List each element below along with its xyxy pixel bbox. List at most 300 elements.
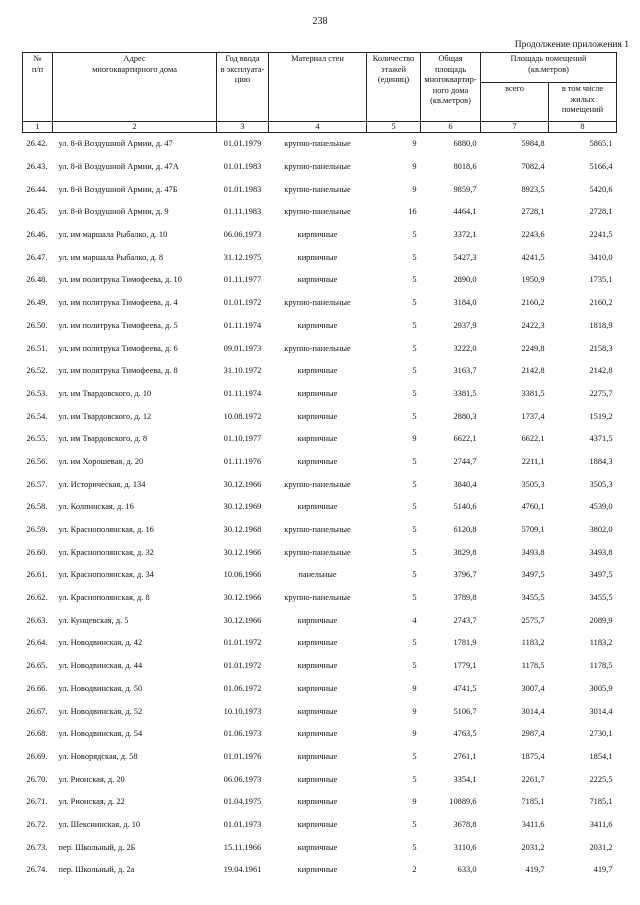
row-number: 26.47. [26,252,48,262]
floors-cell: 5 [412,252,417,262]
total-area-cell: 1779,1 [453,661,477,671]
year-cell: 30.12.1966 [223,547,262,557]
premises-total-cell: 2211,1 [521,456,545,466]
premises-total-cell: 2422,3 [521,320,545,330]
year-cell: 06.06.1973 [223,230,262,240]
total-area-cell: 4741,5 [453,683,477,693]
living-area-cell: 2142,8 [589,366,613,376]
material-cell: крупно-панельные [284,298,351,308]
year-cell: 01.11.1976 [223,456,262,466]
premises-total-cell: 8923,5 [521,184,545,194]
address-cell: ул. им политрука Тимофеева, д. 5 [58,320,178,330]
material-cell: панельные [298,570,337,580]
total-area-cell: 3184,0 [453,298,477,308]
table-row [23,814,617,837]
column-number: 5 [367,122,421,133]
year-cell: 30.12.1966 [223,479,262,489]
material-cell: кирпичные [297,502,338,512]
premises-total-cell: 2142,8 [521,366,545,376]
header-num: № п/п [23,53,53,122]
row-number: 26.61. [26,570,48,580]
year-cell: 10.08.1972 [223,411,262,421]
premises-total-cell: 4241,5 [521,252,545,262]
table-row [23,451,617,474]
table-row [23,360,617,383]
material-cell: кирпичные [297,751,338,761]
column-number: 3 [217,122,269,133]
row-number: 26.44. [26,184,48,194]
living-area-cell: 1519,2 [589,411,613,421]
table-row [23,587,617,610]
address-cell: ул. Новорядская, д. 58 [58,751,138,761]
living-area-cell: 1735,1 [589,275,613,285]
year-cell: 01.06.1972 [223,683,262,693]
year-cell: 09.01.1973 [223,343,262,353]
row-number: 26.45. [26,207,48,217]
row-number: 26.49. [26,298,48,308]
floors-cell: 2 [412,865,417,875]
total-area-cell: 5106,7 [453,706,477,716]
row-number: 26.42. [26,139,48,149]
header-year: Год ввода в эксплуата- цию [217,53,269,122]
table-body [23,133,617,882]
address-cell: ул. Новодвинская, д. 54 [58,729,143,739]
table-row [23,496,617,519]
address-cell: ул. Рионская, д. 20 [58,774,125,784]
row-number: 26.56. [26,456,48,466]
material-cell: кирпичные [297,706,338,716]
table-row [23,428,617,451]
premises-total-cell: 1178,5 [521,661,545,671]
floors-cell: 5 [412,570,417,580]
address-cell: ул. Краснополянская, д. 8 [58,593,150,603]
living-area-cell: 2241,5 [589,230,613,240]
table-row [23,859,617,882]
row-number: 26.55. [26,434,48,444]
total-area-cell: 10889,6 [449,797,477,807]
table-row [23,156,617,179]
address-cell: ул. им Твардовского, д. 10 [58,388,152,398]
total-area-cell: 2761,1 [453,751,477,761]
address-cell: ул. Шекснинская, д. 10 [58,819,141,829]
living-area-cell: 2089,9 [589,615,613,625]
year-cell: 01.01.1972 [223,638,262,648]
floors-cell: 5 [412,388,417,398]
table-row [23,337,617,360]
material-cell: крупно-панельные [284,162,351,172]
year-cell: 01.11.1974 [223,320,262,330]
material-cell: кирпичные [297,275,338,285]
living-area-cell: 3411,6 [589,819,613,829]
premises-total-cell: 1183,2 [521,638,545,648]
address-cell: ул. Рионская, д. 22 [58,797,125,807]
total-area-cell: 3796,7 [453,570,477,580]
table-row [23,292,617,315]
page-number: 238 [312,16,328,27]
material-cell: крупно-панельные [284,343,351,353]
floors-cell: 5 [412,298,417,308]
table-row [23,632,617,655]
living-area-cell: 3505,3 [589,479,613,489]
column-number: 4 [269,122,367,133]
address-cell: ул. Кунцевская, д. 5 [58,615,129,625]
material-cell: кирпичные [297,411,338,421]
header-material: Материал стен [269,53,367,122]
year-cell: 01.11.1983 [223,207,262,217]
year-cell: 01.01.1972 [223,298,262,308]
floors-cell: 9 [412,683,417,693]
row-number: 26.62. [26,593,48,603]
floors-cell: 5 [412,366,417,376]
floors-cell: 5 [412,411,417,421]
material-cell: кирпичные [297,434,338,444]
premises-total-cell: 6622,1 [521,434,545,444]
material-cell: крупно-панельные [284,207,351,217]
column-number: 2 [53,122,217,133]
premises-total-cell: 3493,8 [521,547,545,557]
floors-cell: 5 [412,525,417,535]
total-area-cell: 6120,8 [453,525,477,535]
year-cell: 01.01.1983 [223,162,262,172]
row-number: 26.71. [26,797,48,807]
premises-total-cell: 2160,2 [521,298,545,308]
total-area-cell: 3372,1 [453,230,477,240]
header-address: Адрес многоквартирного дома [53,53,217,122]
floors-cell: 5 [412,842,417,852]
premises-total-cell: 5709,1 [521,525,545,535]
header-premises-living: в том числе жилых помещений [549,83,617,122]
living-area-cell: 3497,5 [589,570,613,580]
table-row [23,564,617,587]
floors-cell: 9 [412,706,417,716]
row-number: 26.54. [26,411,48,421]
floors-cell: 4 [412,615,417,625]
material-cell: кирпичные [297,729,338,739]
address-cell: ул. 8-й Воздушной Армии, д. 47 [58,139,173,149]
row-number: 26.48. [26,275,48,285]
column-number: 8 [549,122,617,133]
address-cell: ул. им маршала Рыбалко, д. 10 [58,230,168,240]
housing-table [22,52,617,882]
floors-cell: 5 [412,320,417,330]
row-number: 26.51. [26,343,48,353]
year-cell: 01.11.1974 [223,388,262,398]
premises-total-cell: 1875,4 [521,751,545,761]
table-row [23,269,617,292]
table-row [23,791,617,814]
living-area-cell: 5865,1 [589,139,613,149]
total-area-cell: 1781,9 [453,638,477,648]
material-cell: крупно-панельные [284,547,351,557]
row-number: 26.67. [26,706,48,716]
table-row [23,315,617,338]
year-cell: 01.01.1976 [223,751,262,761]
living-area-cell: 5420,6 [589,184,613,194]
living-area-cell: 2730,1 [589,729,613,739]
address-cell: ул. Новодвинская, д. 50 [58,683,143,693]
year-cell: 10.10.1973 [223,706,262,716]
material-cell: кирпичные [297,774,338,784]
address-cell: ул. 8-й Воздушной Армии, д. 47А [58,162,179,172]
table-row [23,746,617,769]
total-area-cell: 3840,4 [453,479,477,489]
floors-cell: 9 [412,434,417,444]
living-area-cell: 2158,3 [589,343,613,353]
header-floors: Количество этажей (единиц) [367,53,421,122]
row-number: 26.58. [26,502,48,512]
address-cell: ул. им политрука Тимофеева, д. 8 [58,366,178,376]
row-number: 26.68. [26,729,48,739]
row-number: 26.64. [26,638,48,648]
material-cell: крупно-панельные [284,479,351,489]
premises-total-cell: 3014,4 [521,706,545,716]
year-cell: 01.11.1977 [223,275,262,285]
premises-total-cell: 3007,4 [521,683,545,693]
floors-cell: 16 [408,207,417,217]
address-cell: ул. 8-й Воздушной Армии, д. 9 [58,207,169,217]
year-cell: 01.01.1979 [223,139,262,149]
premises-total-cell: 3505,3 [521,479,545,489]
floors-cell: 9 [412,162,417,172]
floors-cell: 9 [412,797,417,807]
table-row [23,700,617,723]
address-cell: пер. Школьный, д. 2Б [58,842,136,852]
year-cell: 31.12.1975 [223,252,262,262]
column-number: 6 [421,122,481,133]
table-row [23,405,617,428]
living-area-cell: 2160,2 [589,298,613,308]
floors-cell: 9 [412,729,417,739]
floors-cell: 5 [412,502,417,512]
floors-cell: 9 [412,184,417,194]
table-row [23,655,617,678]
total-area-cell: 3789,8 [453,593,477,603]
total-area-cell: 6880,0 [453,139,477,149]
total-area-cell: 2743,7 [453,615,477,625]
premises-total-cell: 3411,6 [521,819,545,829]
material-cell: кирпичные [297,456,338,466]
total-area-cell: 3829,8 [453,547,477,557]
total-area-cell: 3381,5 [453,388,477,398]
total-area-cell: 633,0 [457,865,477,875]
material-cell: кирпичные [297,819,338,829]
table-row [23,519,617,542]
table-row [23,224,617,247]
year-cell: 01.06.1973 [223,729,262,739]
header-premises-area: Площадь помещений (кв.метров) [481,53,617,83]
material-cell: крупно-панельные [284,593,351,603]
address-cell: ул. Краснополянская, д. 16 [58,525,154,535]
header-total-area: Общая площадь многоквартир- ного дома (кв.метров) [421,53,481,122]
table-row [23,541,617,564]
floors-cell: 5 [412,547,417,557]
floors-cell: 5 [412,230,417,240]
table-row [23,383,617,406]
total-area-cell: 2744,7 [453,456,477,466]
total-area-cell: 5140,6 [453,502,477,512]
living-area-cell: 3410,0 [589,252,613,262]
floors-cell: 5 [412,479,417,489]
address-cell: пер. Школьный, д. 2а [58,865,135,875]
year-cell: 30.12.1966 [223,593,262,603]
year-cell: 06.06.1973 [223,774,262,784]
floors-cell: 5 [412,661,417,671]
total-area-cell: 9859,7 [453,184,477,194]
premises-total-cell: 419,7 [525,865,545,875]
table-row [23,768,617,791]
premises-total-cell: 2575,7 [521,615,545,625]
floors-cell: 5 [412,819,417,829]
premises-total-cell: 2249,8 [521,343,545,353]
living-area-cell: 1183,2 [589,638,613,648]
living-area-cell: 2225,5 [589,774,613,784]
row-number: 26.46. [26,230,48,240]
total-area-cell: 6622,1 [453,434,477,444]
material-cell: кирпичные [297,320,338,330]
address-cell: ул. Новодвинская, д. 52 [58,706,143,716]
address-cell: ул. Новодвинская, д. 42 [58,638,143,648]
living-area-cell: 3014,4 [589,706,613,716]
premises-total-cell: 5984,8 [521,139,545,149]
table-row [23,609,617,632]
row-number: 26.53. [26,388,48,398]
address-cell: ул. Историческая, д. 134 [58,479,146,489]
premises-total-cell: 1737,4 [521,411,545,421]
floors-cell: 5 [412,593,417,603]
year-cell: 10.06.1966 [223,570,262,580]
living-area-cell: 1854,1 [589,751,613,761]
total-area-cell: 2937,9 [453,320,477,330]
floors-cell: 5 [412,751,417,761]
material-cell: кирпичные [297,230,338,240]
address-cell: ул. им маршала Рыбалко, д. 8 [58,252,164,262]
table-row [23,246,617,269]
table-row [23,178,617,201]
row-number: 26.73. [26,842,48,852]
living-area-cell: 4371,5 [589,434,613,444]
floors-cell: 5 [412,774,417,784]
address-cell: ул. им Хорошевая, д. 20 [58,456,144,466]
address-cell: ул. Краснополянская, д. 34 [58,570,154,580]
living-area-cell: 3802,0 [589,525,613,535]
total-area-cell: 2880,3 [453,411,477,421]
row-number: 26.57. [26,479,48,489]
year-cell: 31.10.1972 [223,366,262,376]
material-cell: кирпичные [297,388,338,398]
year-cell: 01.04.1975 [223,797,262,807]
material-cell: кирпичные [297,252,338,262]
premises-total-cell: 2031,2 [521,842,545,852]
table-row [23,473,617,496]
row-number: 26.52. [26,366,48,376]
material-cell: кирпичные [297,638,338,648]
living-area-cell: 1818,9 [589,320,613,330]
header-premises-total: всего [481,83,549,122]
year-cell: 01.10.1977 [223,434,262,444]
premises-total-cell: 3381,5 [521,388,545,398]
table-row [23,201,617,224]
material-cell: крупно-панельные [284,525,351,535]
premises-total-cell: 3497,5 [521,570,545,580]
total-area-cell: 3222,0 [453,343,477,353]
material-cell: кирпичные [297,366,338,376]
living-area-cell: 1884,3 [589,456,613,466]
row-number: 26.43. [26,162,48,172]
column-number: 7 [481,122,549,133]
premises-total-cell: 2261,7 [521,774,545,784]
address-cell: ул. Новодвинская, д. 44 [58,661,143,671]
table-row [23,678,617,701]
continuation-note: Продолжение приложения 1 [514,40,629,50]
material-cell: крупно-панельные [284,184,351,194]
address-cell: ул. им Твардовского, д. 8 [58,434,148,444]
premises-total-cell: 2987,4 [521,729,545,739]
floors-cell: 5 [412,343,417,353]
total-area-cell: 4464,1 [453,207,477,217]
living-area-cell: 2728,1 [589,207,613,217]
row-number: 26.74. [26,865,48,875]
year-cell: 01.01.1983 [223,184,262,194]
premises-total-cell: 7082,4 [521,162,545,172]
material-cell: кирпичные [297,661,338,671]
row-number: 26.60. [26,547,48,557]
year-cell: 01.01.1972 [223,661,262,671]
row-number: 26.72. [26,819,48,829]
row-number: 26.69. [26,751,48,761]
floors-cell: 5 [412,638,417,648]
address-cell: ул. Колпинская, д. 16 [58,502,134,512]
premises-total-cell: 3455,5 [521,593,545,603]
table-row [23,723,617,746]
living-area-cell: 7185,1 [589,797,613,807]
year-cell: 30.12.1968 [223,525,262,535]
material-cell: кирпичные [297,615,338,625]
material-cell: крупно-панельные [284,139,351,149]
table-row [23,133,617,156]
address-cell: ул. им Твардовского, д. 12 [58,411,152,421]
total-area-cell: 3354,1 [453,774,477,784]
year-cell: 19.04.1961 [223,865,262,875]
address-cell: ул. им политрука Тимофеева, д. 6 [58,343,178,353]
floors-cell: 5 [412,456,417,466]
row-number: 26.59. [26,525,48,535]
living-area-cell: 5166,4 [589,162,613,172]
premises-total-cell: 4760,1 [521,502,545,512]
living-area-cell: 4539,0 [589,502,613,512]
total-area-cell: 3110,6 [453,842,477,852]
row-number: 26.63. [26,615,48,625]
living-area-cell: 1178,5 [589,661,613,671]
year-cell: 30.12.1969 [223,502,262,512]
floors-cell: 9 [412,139,417,149]
total-area-cell: 8018,6 [453,162,477,172]
premises-total-cell: 7185,1 [521,797,545,807]
material-cell: кирпичные [297,842,338,852]
premises-total-cell: 1950,9 [521,275,545,285]
living-area-cell: 2275,7 [589,388,613,398]
material-cell: кирпичные [297,683,338,693]
living-area-cell: 3005,9 [589,683,613,693]
living-area-cell: 3455,5 [589,593,613,603]
row-number: 26.50. [26,320,48,330]
floors-cell: 5 [412,275,417,285]
year-cell: 15.11.1966 [223,842,262,852]
total-area-cell: 3163,7 [453,366,477,376]
material-cell: кирпичные [297,865,338,875]
address-cell: ул. Краснополянская, д. 32 [58,547,154,557]
total-area-cell: 5427,3 [453,252,477,262]
address-cell: ул. 8-й Воздушной Армии, д. 47Б [58,184,178,194]
